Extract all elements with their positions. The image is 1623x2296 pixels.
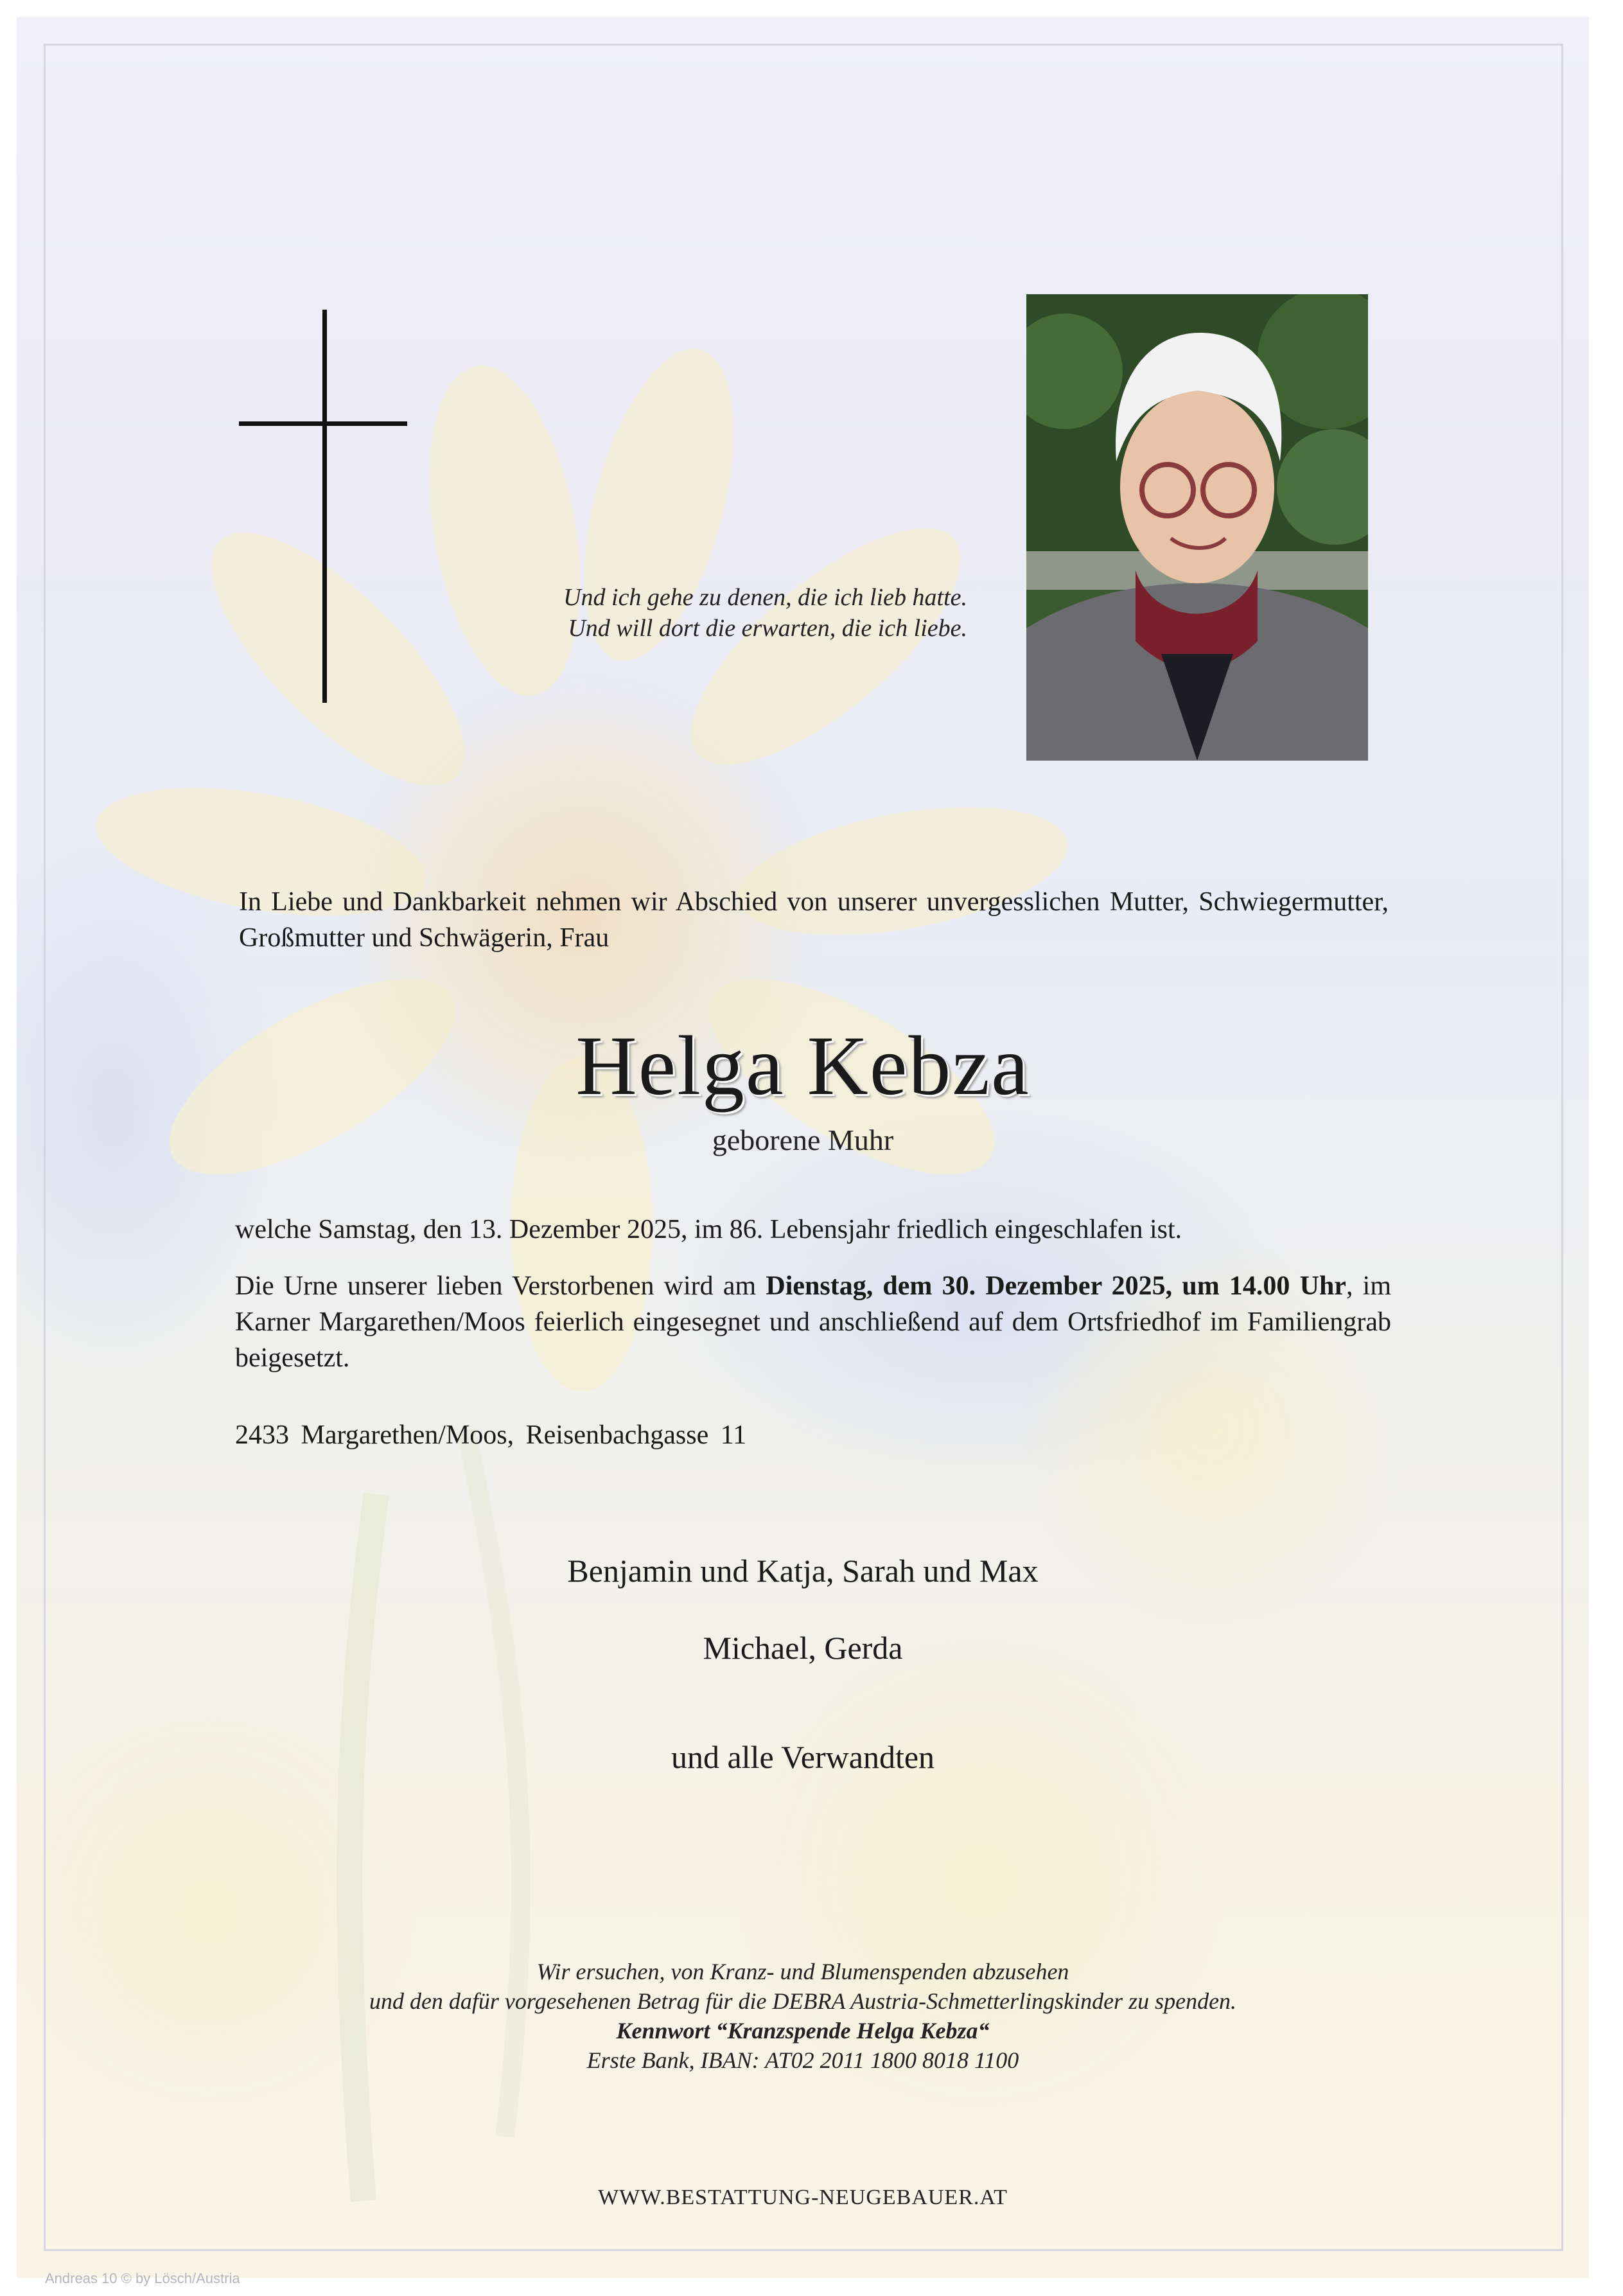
website-link[interactable]: WWW.BESTATTUNG-NEUGEBAUER.AT (598, 2186, 1008, 2209)
quote-line-1: Und ich gehe zu denen, die ich lieb hatte. (563, 584, 967, 611)
intro-text: In Liebe und Dankbarkeit nehmen wir Abschied von unserer unvergesslichen Mutter, Schwiegermutter, Großmutter und Schwägerin, Frau (239, 887, 1389, 953)
burial-text-2: , im Karner Margarethen/Moos feierlich eingesegnet und anschließend auf dem Ortsfriedhof im Familiengrab beigesetzt. (235, 1271, 1391, 1373)
cross-icon (322, 310, 327, 703)
burial-date: Dienstag, dem 30. Dezember 2025, um 14.00 Uhr (766, 1271, 1346, 1301)
address: 2433 Margarethen/Moos, Reisenbachgasse 11 (235, 1420, 747, 1450)
donation-iban: Erste Bank, IBAN: AT02 2011 1800 8018 1100 (586, 2047, 1019, 2073)
donation-line-2: und den dafür vorgesehenen Betrag für die DEBRA Austria-Schmetterlingskinder zu spenden. (369, 1988, 1237, 2014)
burial-text-1: Die Urne unserer lieben Verstorbenen wird am (235, 1271, 766, 1301)
donation-note (17, 1957, 1589, 2075)
family-line-1: Benjamin und Katja, Sarah und Max (567, 1553, 1039, 1589)
donation-keyword: Kennwort “Kranzspende Helga Kebza“ (616, 2018, 990, 2044)
family-line-3: und alle Verwandten (671, 1739, 935, 1775)
quote (376, 582, 967, 644)
quote-line-2: Und will dort die erwarten, die ich liebe. (568, 615, 967, 642)
cross-icon-bar (239, 421, 407, 426)
obituary-sheet (17, 17, 1589, 2278)
deceased-name: Helga Kebza (575, 1018, 1030, 1113)
credit-text: Andreas 10 © by Lösch/Austria (45, 2270, 240, 2286)
death-notice: welche Samstag, den 13. Dezember 2025, im 86. Lebensjahr friedlich eingeschlafen ist. (235, 1215, 1182, 1244)
maiden-name: geborene Muhr (712, 1124, 894, 1156)
donation-line-1: Wir ersuchen, von Kranz- und Blumenspenden abzusehen (536, 1959, 1069, 1984)
family-line-2: Michael, Gerda (703, 1630, 903, 1666)
portrait-photo (1026, 294, 1368, 761)
burial-notice (235, 1268, 1391, 1376)
